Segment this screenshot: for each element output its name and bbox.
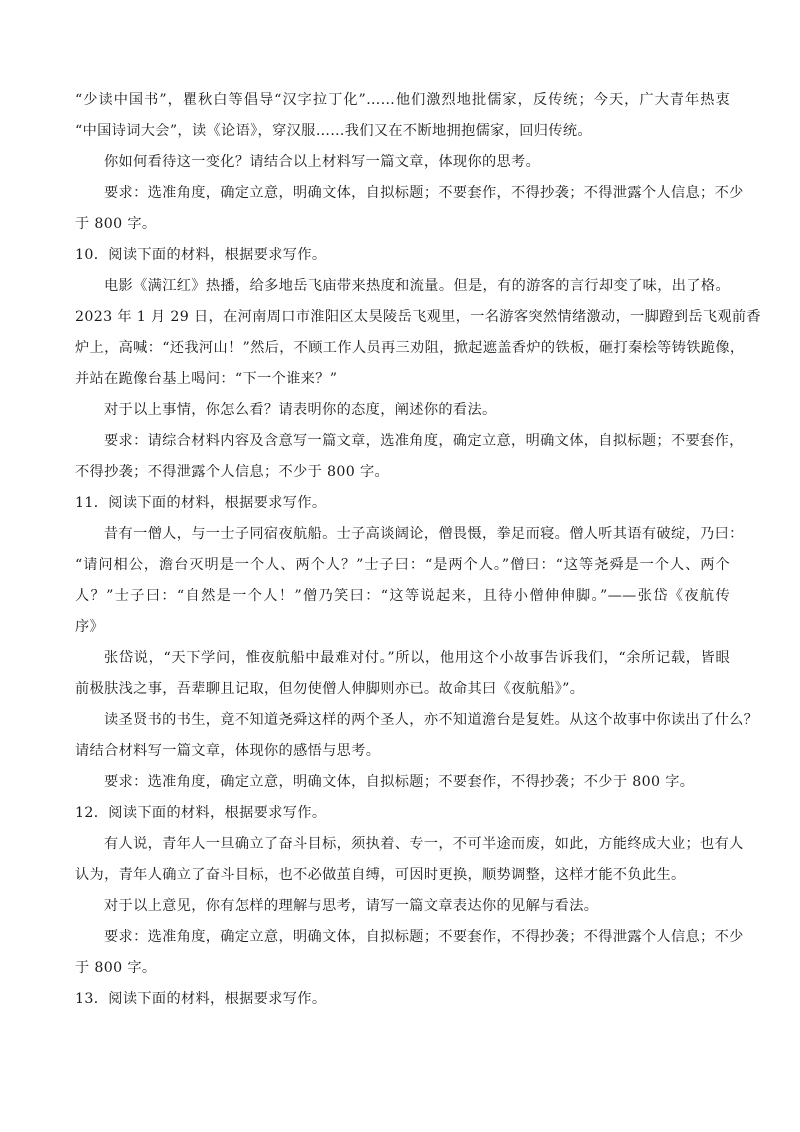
text-line: “中国诗词大会”，读《论语》，穿汉服……我们又在不断地拥抱儒家，回归传统。: [75, 123, 592, 139]
text-line: 电影《满江红》热播，给多地岳飞庙带来热度和流量。但是，有的游客的言行却变了味，出了格。: [104, 278, 730, 294]
text-line: 前极肤浅之事，吾辈聊且记取，但勿使僧人伸脚则亦已。故命其曰《夜航船》”。: [75, 681, 585, 697]
text-line: 人？”士子曰：“自然是一个人！”僧乃笑曰：“这等说起来，且待小僧伸伸脚。”——张岱《夜航传: [75, 588, 730, 604]
text-line: 张岱说，“天下学问，惟夜航船中最难对付。”所以，他用这个小故事告诉我们，“余所记载，皆眼: [104, 650, 730, 666]
text-line: 你如何看待这一变化？请结合以上材料写一篇文章，体现你的思考。: [104, 154, 541, 170]
text-line: 于 800 字。: [75, 216, 157, 232]
question-heading: 13．阅读下面的材料，根据要求写作。: [75, 991, 327, 1007]
text-line: 请结合材料写一篇文章，体现你的感悟与思考。: [75, 743, 381, 759]
text-line: 于 800 字。: [75, 960, 157, 976]
text-line: 认为，青年人确立了奋斗目标，也不必做茧自缚，可因时更换，顺势调整，这样才能不负此生。: [75, 867, 686, 883]
text-line: 要求：选准角度，确定立意，明确文体，自拟标题；不要套作，不得抄袭；不得泄露个人信息；不少: [104, 929, 744, 945]
text-line: 有人说，青年人一旦确立了奋斗目标，须执着、专一，不可半途而废，如此，方能终成大业；也有人: [104, 836, 744, 852]
text-line: 炉上，高喊：“还我河山！”然后，不顾工作人员再三劝阻，掀起遮盖香炉的铁板，砸打秦桧等铸铁跪像，: [75, 340, 745, 356]
text-line: 2023 年 1 月 29 日，在河南周口市淮阳区太昊陵岳飞观里，一名游客突然情绪激动，一脚蹬到岳飞观前香: [75, 309, 761, 325]
text-line: 读圣贤书的书生，竟不知道尧舜这样的两个圣人，亦不知道澹台是复姓。从这个故事中你读出了什么？: [104, 712, 759, 728]
question-heading: 11．阅读下面的材料，根据要求写作。: [75, 495, 327, 511]
text-line: 要求：请综合材料内容及含意写一篇文章，选准角度，确定立意，明确文体，自拟标题；不要套作，: [104, 433, 744, 449]
text-line: 昔有一僧人，与一士子同宿夜航船。士子高谈阔论，僧畏慑，拳足而寝。僧人听其语有破绽，乃曰：: [104, 526, 744, 542]
text-line: 要求：选准角度，确定立意，明确文体，自拟标题；不要套作，不得抄袭；不得泄露个人信息；不少: [104, 185, 744, 201]
text-line: 要求：选准角度，确定立意，明确文体，自拟标题；不要套作，不得抄袭；不少于 800 字。: [104, 774, 695, 790]
question-heading: 12．阅读下面的材料，根据要求写作。: [75, 805, 327, 821]
text-line: 并站在跪像台基上喝问：“下一个谁来？”: [75, 371, 338, 387]
text-line: 序》: [75, 619, 105, 635]
question-heading: 10．阅读下面的材料，根据要求写作。: [75, 247, 327, 263]
text-line: 对于以上意见，你有怎样的理解与思考，请写一篇文章表达你的见解与看法。: [104, 898, 599, 914]
text-line: “少读中国书”，瞿秋白等倡导“汉字拉丁化”……他们激烈地批儒家，反传统；今天，广大青年热衷: [75, 92, 730, 108]
text-line: 不得抄袭；不得泄露个人信息；不少于 800 字。: [75, 464, 390, 480]
text-line: “请问相公，澹台灭明是一个人、两个人？”士子曰：“是两个人。”僧曰：“这等尧舜是一个人、两个: [75, 557, 730, 573]
text-line: 对于以上事情，你怎么看？请表明你的态度，阐述你的看法。: [104, 402, 497, 418]
